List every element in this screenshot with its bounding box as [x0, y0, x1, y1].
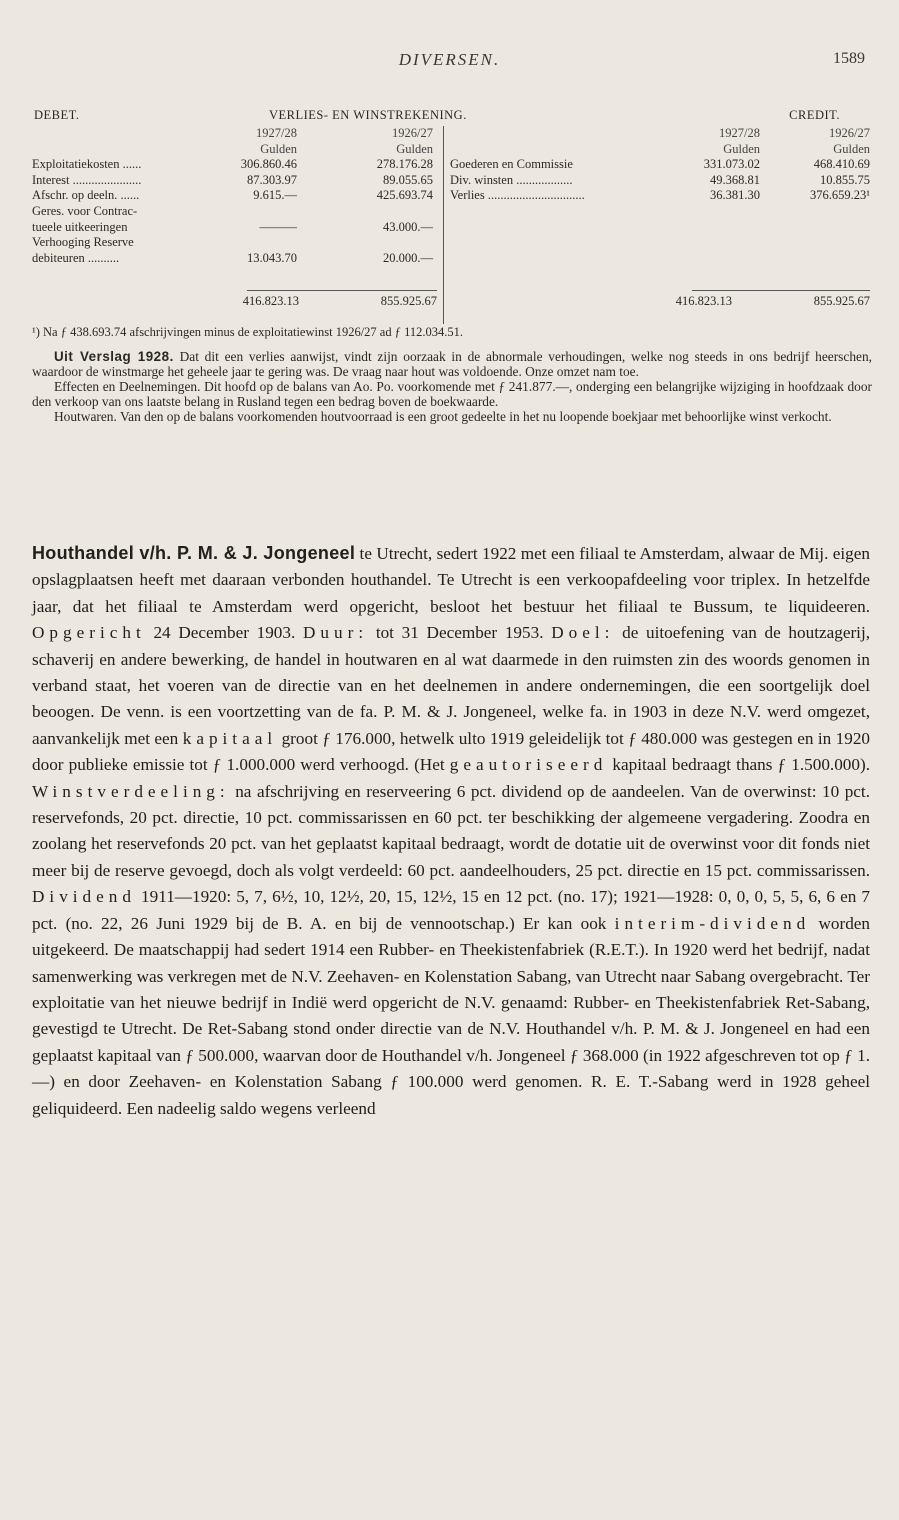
kapitaal-label: kapitaal	[182, 728, 278, 748]
statement-heading: VERLIES- EN WINSTREKENING.	[269, 108, 467, 122]
row-value: 331.073.02	[703, 157, 760, 172]
running-header	[32, 50, 867, 80]
report-lead: Uit Verslag 1928.	[54, 349, 174, 364]
page-number: 1589	[833, 50, 865, 67]
duur-text: tot 31 December 1953.	[375, 623, 544, 643]
winstverdeeling-label: Winstverdeeling:	[32, 781, 230, 801]
ledger-row	[32, 173, 437, 189]
unit-label: Gulden	[723, 141, 760, 156]
kapitaal-text: groot ƒ 176.000, hetwelk ulto 1919 geleidelijk tot ƒ 480.000 was gestegen en in 1920 door publieke emissie tot ƒ 1.000.000 werd verhoogd. (Het	[32, 728, 871, 775]
row-value: 376.659.23¹	[810, 188, 870, 203]
row-value: 89.055.65	[383, 172, 433, 187]
total-value: 416.823.13	[242, 294, 299, 308]
geautoriseerd-label: geautoriseerd	[449, 755, 608, 775]
total-value: 855.925.67	[380, 294, 437, 308]
year-header-row	[32, 126, 437, 142]
profit-loss-statement	[32, 108, 870, 328]
row-value: 468.410.69	[813, 157, 870, 172]
row-value: 49.368.81	[710, 172, 760, 187]
row-label: Div. winsten ..................	[450, 172, 573, 187]
row-label: Interest ......................	[32, 172, 142, 187]
total-value: 416.823.13	[675, 294, 732, 308]
company-intro: te Utrecht, sedert 1922 met een filiaal te Amsterdam, alwaar de Mij. eigen opslagplaatsen heeft met daaraan verbonden houthandel. Te Utrecht is een verkoopafdeeling voor triplex. In hetzelfde jaar, dat het filiaal te Amsterdam werd opgericht, besloot het bestuur het filiaal te Bussum, te liquideeren.	[32, 544, 870, 616]
ledger-row	[450, 173, 870, 189]
dividend-label: Dividend	[32, 887, 136, 907]
report-paragraph: Effecten en Deelnemingen. Dit hoofd op de balans van Ao. Po. voorkomende met ƒ 241.877.—, onderging een belangrijke wijziging in hoofdzaak door den verkoop van ons laatste belang in Rusland tegen een bedrag boven de boekwaarde.	[32, 378, 872, 409]
row-value: 9.615.—	[253, 188, 297, 203]
unit-header-row	[32, 142, 437, 158]
debit-column	[32, 126, 437, 266]
ledger-row	[32, 204, 437, 220]
report-paragraph: Dat dit een verlies aanwijst, vindt zijn oorzaak in de abnormale verhoudingen, welke nog steeds in ons bedrijf heerschen, waardoor de winstmarge het geheele jaar te gering was. De vraag naar hout was voldoende. Onze omzet nam toe.	[32, 349, 873, 379]
ledger-row	[450, 157, 870, 173]
row-label: Geres. voor Contrac-	[32, 203, 138, 218]
row-value: 10.855.75	[820, 172, 870, 187]
unit-label: Gulden	[260, 141, 297, 156]
interim-dividend-text: worden uitgekeerd. De maatschappij had sedert 1914 een Rubber- en Theekistenfabriek (R.E.T.). In 1920 werd het bedrijf, nadat samenwerking was verkregen met de N.V. Zeehaven- en Kolenstation Sabang, van Utrecht naar Sabang overgebracht. Ter exploitatie van het nieuwe bedrijf in Indië werd opgericht de N.V. genaamd: Rubber- en Theekistenfabriek Ret-Sabang, gevestigd te Utrecht. De Ret-Sabang stond onder directie van de N.V. Houthandel v/h. P. M. & J. Jongeneel en had een geplaatst kapitaal van ƒ 500.000, waarvan door de Houthandel v/h. Jongeneel ƒ 368.000 (in 1922 afgeschreven tot op ƒ 1.—) en door Zeehaven- en Kolenstation Sabang ƒ 100.000 werd genomen. R. E. T.-Sabang werd in 1928 geheel geliquideerd. Een nadeelig saldo wegens verleend	[32, 913, 871, 1118]
row-value: 278.176.28	[376, 157, 433, 172]
debet-heading: DEBET.	[34, 108, 80, 122]
report-paragraph: Houtwaren. Van den op de balans voorkomenden houtvoorraad is een groot gedeelte in het nu loopende boekjaar met behoorlijke winst verkocht.	[54, 408, 832, 424]
credit-column	[450, 126, 870, 204]
unit-header-row	[450, 142, 870, 158]
debit-total-row	[32, 294, 437, 310]
opgericht-label: Opgericht	[32, 623, 146, 643]
geautoriseerd-text: kapitaal bedraagt thans ƒ 1.500.000).	[612, 755, 871, 775]
year-label: 1927/28	[719, 126, 760, 140]
row-value: 425.693.74	[376, 188, 433, 203]
row-value: 13.043.70	[247, 250, 297, 265]
annual-report-excerpt	[32, 350, 872, 425]
company-name: Houthandel v/h. P. M. & J. Jongeneel	[32, 543, 356, 563]
unit-label: Gulden	[833, 141, 870, 156]
ledger-row	[32, 188, 437, 204]
ledger-row	[32, 157, 437, 173]
section-title: DIVERSEN.	[398, 50, 501, 69]
footnote: ¹) Na ƒ 438.693.74 afschrijvingen minus de exploitatiewinst 1926/27 ad ƒ 112.034.51.	[32, 325, 463, 339]
year-label: 1926/27	[392, 126, 433, 140]
total-value: 855.925.67	[813, 294, 870, 308]
row-label: Goederen en Commissie	[450, 157, 573, 172]
ledger-row	[450, 188, 870, 204]
row-label: Verhooging Reserve	[32, 235, 134, 250]
opgericht-text: 24 December 1903.	[153, 623, 296, 643]
winstverdeeling-text: na afschrijving en reserveering 6 pct. dividend op de aandeelen. Van de overwinst: 10 pct. reservefonds, 20 pct. directie, 10 pct. commissarissen en 60 pct. ter beschikking der algemeene vergadering. Zoodra en zoolang het reservefonds 20 pct. van het geplaatst kapitaal bedraagt, wordt de dotatie uit de overwinst voor dit fonds niet meer bij de reserve gevoegd, doch als volgt verdeeld: 60 pct. aandeelhouders, 25 pct. directie en 15 pct. commissarissen.	[32, 781, 871, 880]
row-label: Exploitatiekosten ......	[32, 157, 142, 172]
ledger-row	[32, 235, 437, 251]
duur-label: Duur:	[303, 623, 369, 643]
row-value: 43.000.—	[383, 219, 433, 234]
ledger-row	[32, 220, 437, 236]
year-label: 1926/27	[829, 126, 870, 140]
row-value: 306.860.46	[240, 157, 297, 172]
unit-label: Gulden	[396, 141, 433, 156]
row-value: 36.381.30	[710, 188, 760, 203]
row-label: Verlies ...............................	[450, 188, 585, 203]
doel-text: de uitoefening van de houtzagerij, schaverij en andere bewerking, de handel in houtwaren en al wat daarmede in den ruimsten zin des woords genomen in verband staat, het voeren van de directie van en het deelnemen in andere ondernemingen, die een soortgelijk doel beoogen. De venn. is een voortzetting van de fa. P. M. & J. Jongeneel, welke fa. in 1903 in deze N.V. werd omgezet, aanvankelijk met een	[32, 623, 871, 748]
total-rule	[247, 290, 437, 291]
row-value: ———	[259, 219, 297, 234]
credit-heading: CREDIT.	[789, 108, 840, 122]
doel-label: Doel:	[551, 623, 615, 643]
company-entry	[32, 540, 870, 1122]
row-label: tueele uitkeeringen	[32, 219, 128, 234]
year-label: 1927/28	[256, 126, 297, 140]
row-value: 87.303.97	[247, 172, 297, 187]
interim-dividend-label: interim-dividend	[614, 913, 811, 933]
row-label: Afschr. op deeln. ......	[32, 188, 140, 203]
dividend-text: 1911—1920: 5, 7, 6½, 10, 12½, 20, 15, 12½, 15 en 12 pct. (no. 17); 1921—1928: 0, 0, 0, 5, 5, 6, 6 en 7 pct. (no. 22, 26 Juni 1929 bij de B. A. en bij de vennootschap.) Er kan ook	[32, 887, 870, 933]
column-divider	[443, 126, 444, 324]
row-label: debiteuren ..........	[32, 250, 120, 265]
credit-total-row	[450, 294, 870, 310]
ledger-row	[32, 251, 437, 267]
row-value: 20.000.—	[383, 250, 433, 265]
total-rule	[692, 290, 870, 291]
year-header-row	[450, 126, 870, 142]
